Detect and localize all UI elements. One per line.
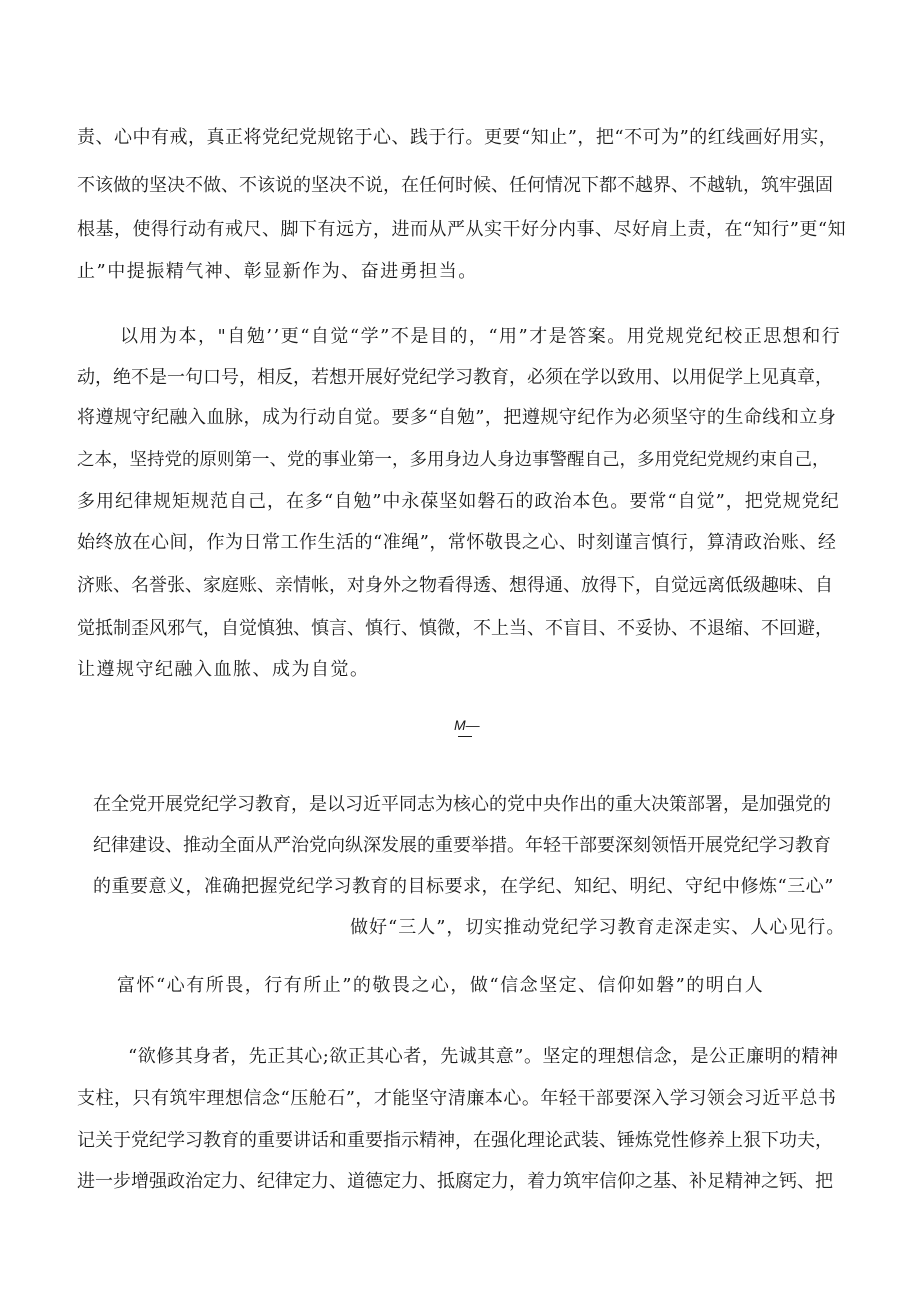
text-line: 支柱，只有筑牢理想信念“压舱石”，才能坚守清廉本心。年轻干部要深入学习领会习近平总书 [77,1088,837,1109]
text-line: 做好“三人”，切实推动党纪学习教育走深走实、人心见行。 [350,917,846,938]
text-line: 济账、名誉张、家庭账、亲情帐，对身外之物看得透、想得通、放得下，自觉远离低级趣味、自 [77,575,833,596]
section-divider-mark: M— [454,717,480,733]
text-line: 止”中提振精气神、彰显新作为、奋进勇担当。 [77,261,478,282]
text-line: 纪律建设、推动全面从严治党向纵深发展的重要举措。年轻干部要深刻领悟开展党纪学习教育 [93,835,831,856]
text-line: 多用纪律规矩规范自己，在多“自勉”中永葆坚如磐石的政治本色。要常“自觉”，把党规党纪 [77,491,840,512]
text-line: 始终放在心间，作为日常工作生活的“准绳”，常怀敬畏之心、时刻谨言慎行，算清政治账、经 [77,532,837,553]
text-line: “欲修其身者，先正其心;欲正其心者，先诚其意”。坚定的理想信念，是公正廉明的精神 [128,1046,839,1067]
text-line: 不该做的坚决不做、不该说的坚决不说，在任何时候、任何情况下都不越界、不越轨，筑牢强固 [77,175,833,196]
text-line: 根基，使得行动有戒尺、脚下有远方，进而从严从实干好分内事、尽好肩上责，在“知行”更“知 [77,219,847,240]
text-line: 让遵规守纪融入血脓、成为自觉。 [77,659,370,680]
text-line: 责、心中有戒，真正将党纪党规铭于心、践于行。更要“知止”，把“不可为”的红线画好用实， [77,127,838,148]
text-line: 之本，坚持党的原则第一、党的事业第一，多用身边人身边事警醒自己，多用党纪党规约束自己， [77,450,830,470]
text-line: 的重要意义，准确把握党纪学习教育的目标要求，在学纪、知纪、明纪、守纪中修炼“三心” [93,876,834,897]
text-line: 将遵规守纪融入血脉，成为行动自觉。要多“自勉”，把遵规守纪作为必须坚守的生命线和立身 [77,407,837,428]
text-line: 动，绝不是一句口号，相反，若想开展好党纪学习教育，必须在学以致用、以用促学上见真章， [77,367,833,388]
text-line: 记关于党纪学习教育的重要讲话和重要指示精神，在强化理论武装、锤炼党性修养上狠下功夫， [77,1130,833,1151]
section-divider-rule [458,736,472,737]
heading-text: 富怀“心有所畏，行有所止”的敬畏之心，做“信念坚定、信仰如磐”的明白人 [117,975,765,996]
text-line: 觉抵制歪风邪气，自觉慎独、慎言、慎行、慎微，不上当、不盲目、不妥协、不退缩、不回避， [77,618,833,639]
text-line: 以用为本，"自勉’’更“自觉“学”不是目的，“用”才是答案。用党规党纪校正思想和行 [120,326,842,347]
text-line: 进一步增强政治定力、纪律定力、道德定力、抵腐定力，着力筑牢信仰之基、补足精神之钙、把 [77,1171,833,1192]
text-line: 在全党开展党纪学习教育，是以习近平同志为核心的党中央作出的重大决策部署，是加强党的 [93,794,831,815]
